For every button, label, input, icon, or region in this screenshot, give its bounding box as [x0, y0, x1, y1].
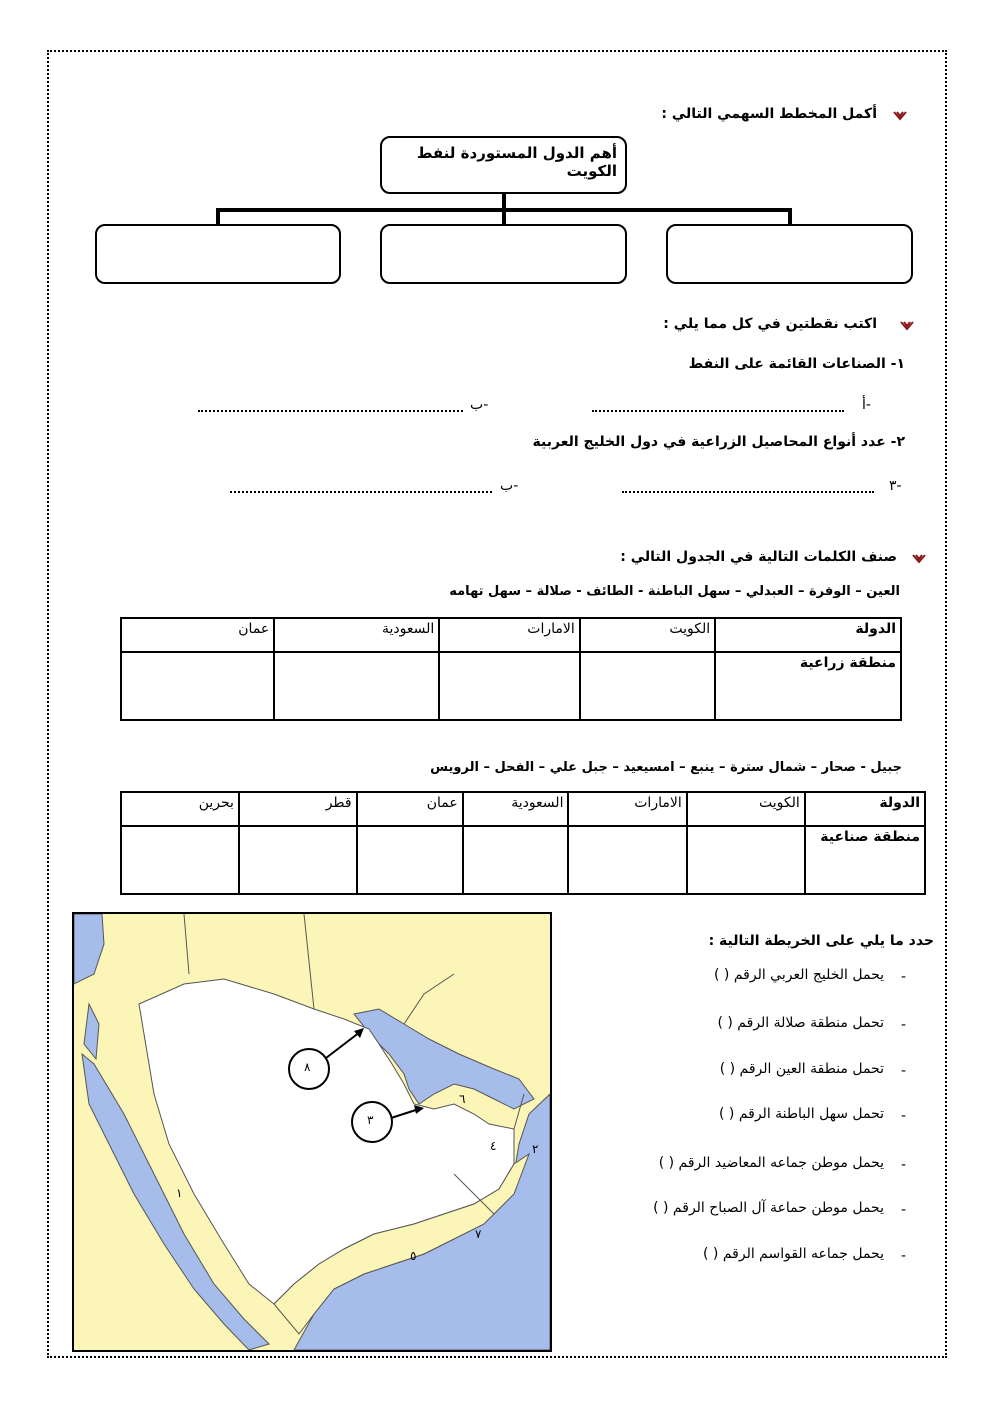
map-label-1: ١ — [176, 1186, 183, 1200]
bullet-icon — [893, 110, 907, 120]
table-header: عمان — [357, 792, 463, 826]
diagram-answer-box-middle[interactable] — [380, 224, 627, 284]
table-cell[interactable] — [580, 652, 715, 720]
map-item-dash: - — [901, 1017, 907, 1033]
map-item: تحمل منطقة صلالة الرقم ( ) — [717, 1015, 884, 1031]
bullet-icon — [912, 553, 926, 563]
table-cell[interactable] — [687, 826, 805, 894]
table-header: بحرين — [121, 792, 239, 826]
map-label-3: ٣ — [367, 1113, 374, 1127]
q1-b-label: ب- — [470, 397, 489, 413]
map-item: يحمل موطن جماعه المعاضيد الرقم ( ) — [658, 1155, 884, 1171]
map-label-6: ٦ — [459, 1092, 466, 1106]
words-list-1: العين – الوفرة – العبدلي – سهل الباطنة - الطائف - صلالة – سهل تهامه — [449, 584, 900, 599]
map-item: يحمل الخليج العربي الرقم ( ) — [714, 967, 884, 983]
map-item-dash: - — [901, 1157, 907, 1173]
map-item: تحمل منطقة العين الرقم ( ) — [719, 1061, 884, 1077]
table-header: الدولة — [805, 792, 925, 826]
table-header: الامارات — [568, 792, 686, 826]
industry-table — [120, 791, 926, 895]
map-label-5: ٥ — [410, 1249, 417, 1263]
q2-b-label: ب- — [500, 478, 519, 494]
question-2: ٢- عدد أنواع المحاصيل الزراعية في دول الخليج العربية — [532, 434, 905, 450]
table-cell[interactable] — [439, 652, 580, 720]
table-row-label: منطقة صناعية — [805, 826, 925, 894]
diagram-answer-box-right[interactable] — [666, 224, 913, 284]
table-header: قطر — [239, 792, 357, 826]
map-item-dash: - — [901, 1202, 907, 1218]
table-header: الدولة — [715, 618, 901, 652]
section3-instruction: صنف الكلمات التالية في الجدول التالي : — [620, 549, 897, 565]
table-header: الكويت — [687, 792, 805, 826]
q2-a-answer-line[interactable] — [622, 491, 874, 493]
table-cell[interactable] — [121, 652, 274, 720]
table-row-label: منطقة زراعية — [715, 652, 901, 720]
map-label-2: ٢ — [532, 1142, 539, 1156]
table-cell[interactable] — [274, 652, 439, 720]
q1-b-answer-line[interactable] — [198, 410, 463, 412]
q2-a-label: ٣- — [889, 478, 902, 494]
diagram-root-box — [380, 136, 627, 194]
q2-b-answer-line[interactable] — [230, 491, 492, 493]
map-item-dash: - — [901, 1108, 907, 1124]
map-item: يحمل جماعه القواسم الرقم ( ) — [703, 1246, 884, 1262]
table-cell[interactable] — [357, 826, 463, 894]
diagram-instruction: أكمل المخطط السهمي التالي : — [661, 106, 877, 122]
map-item-dash: - — [901, 1248, 907, 1264]
bullet-icon — [900, 320, 914, 330]
diagram-answer-box-left[interactable] — [95, 224, 341, 284]
agriculture-table — [120, 617, 902, 721]
map-item: تحمل سهل الباطنة الرقم ( ) — [719, 1106, 884, 1122]
question-1: ١- الصناعات القائمة على النفط — [688, 356, 905, 372]
map-item-dash: - — [901, 969, 907, 985]
section2-instruction: اكتب نقطتين في كل مما يلي : — [663, 316, 877, 332]
arabian-peninsula-map — [72, 912, 552, 1352]
map-label-4: ٤ — [490, 1139, 497, 1153]
map-item: يحمل موطن حماعة آل الصباح الرقم ( ) — [653, 1200, 884, 1216]
table-cell[interactable] — [121, 826, 239, 894]
table-header: الكويت — [580, 618, 715, 652]
table-header: السعودية — [274, 618, 439, 652]
table-cell[interactable] — [463, 826, 569, 894]
table-cell[interactable] — [239, 826, 357, 894]
diagram-root-label: أهم الدول المستوردة لنفط الكويت — [416, 144, 617, 180]
map-instruction: حدد ما يلي على الخريطة التالية : — [708, 933, 934, 949]
map-label-7: ٧ — [475, 1227, 482, 1241]
words-list-2: جبيل - صحار – شمال سترة – ينبع – امسيعيد – جبل علي – الفحل – الرويس — [430, 760, 902, 775]
diagram-connector-horizontal — [216, 208, 792, 212]
table-header: الامارات — [439, 618, 580, 652]
table-header: عمان — [121, 618, 274, 652]
map-svg — [74, 914, 550, 1350]
q1-a-label: أ- — [862, 397, 871, 413]
table-header: السعودية — [463, 792, 569, 826]
table-cell[interactable] — [568, 826, 686, 894]
map-label-8: ٨ — [304, 1060, 311, 1074]
q1-a-answer-line[interactable] — [592, 410, 844, 412]
map-item-dash: - — [901, 1063, 907, 1079]
